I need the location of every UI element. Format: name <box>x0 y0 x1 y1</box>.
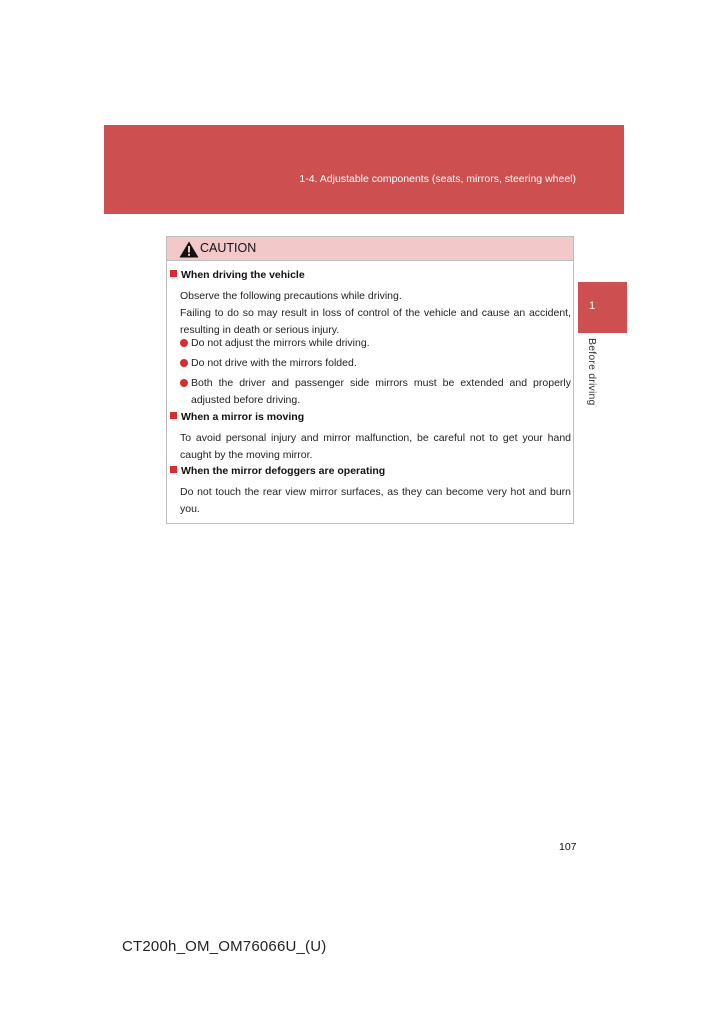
section-heading: When driving the vehicle <box>170 269 305 281</box>
list-item: Both the driver and passenger side mirrors must be extended and properly adjusted before driving. <box>180 375 571 409</box>
chapter-tab <box>578 282 627 333</box>
header-band <box>104 125 624 214</box>
section-title: 1-4. Adjustable components (seats, mirrors, steering wheel) <box>299 173 576 185</box>
round-bullet-icon <box>180 379 188 387</box>
section-heading: When the mirror defoggers are operating <box>170 465 385 477</box>
caution-box <box>166 236 574 524</box>
section-heading: When a mirror is moving <box>170 411 304 423</box>
paragraph: Failing to do so may result in loss of control of the vehicle and cause an accident, resulting in death or serious injury. <box>180 307 571 336</box>
chapter-label: Before driving <box>586 338 598 406</box>
warning-triangle-icon <box>179 241 199 258</box>
list-item: Do not adjust the mirrors while driving. <box>180 335 571 352</box>
round-bullet-icon <box>180 359 188 367</box>
round-bullet-icon <box>180 339 188 347</box>
paragraph: To avoid personal injury and mirror malfunction, be careful not to get your hand caught by the moving mirror. <box>180 432 571 461</box>
caution-label: CAUTION <box>200 241 257 255</box>
caution-header <box>167 237 573 261</box>
chapter-number: 1 <box>589 300 596 312</box>
footer-code: CT200h_OM_OM76066U_(U) <box>122 938 327 955</box>
square-bullet-icon <box>170 412 177 419</box>
paragraph: Do not touch the rear view mirror surfaces, as they can become very hot and burn you. <box>180 486 571 515</box>
square-bullet-icon <box>170 270 177 277</box>
square-bullet-icon <box>170 466 177 473</box>
page-number: 107 <box>559 841 577 853</box>
paragraph: Observe the following precautions while driving. <box>180 290 402 302</box>
list-item: Do not drive with the mirrors folded. <box>180 355 571 372</box>
